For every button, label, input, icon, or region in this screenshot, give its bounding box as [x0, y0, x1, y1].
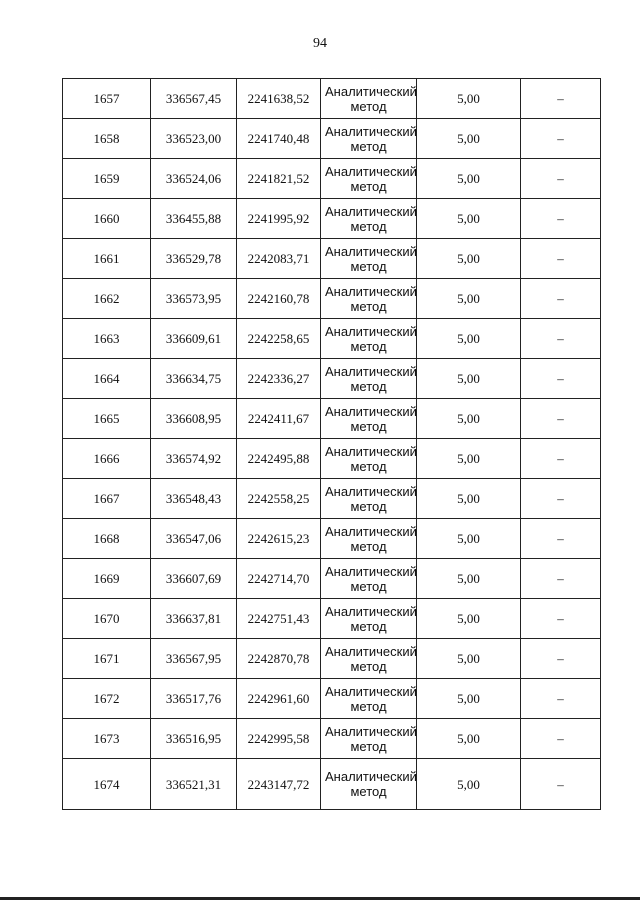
table-row	[63, 279, 601, 319]
x-coordinate-cell: 336574,92	[151, 439, 237, 479]
method-line-1: Аналитический	[325, 283, 417, 299]
table-row	[63, 439, 601, 479]
method-line-2: метод	[350, 338, 387, 354]
method-line-2: метод	[350, 578, 387, 594]
method-line-2: метод	[350, 784, 387, 799]
point-number-cell: 1665	[63, 399, 151, 439]
accuracy-cell: 5,00	[417, 79, 521, 119]
dash-cell: –	[521, 759, 601, 810]
method-line-1: Аналитический	[325, 443, 417, 459]
point-number-cell: 1674	[63, 759, 151, 810]
accuracy-cell: 5,00	[417, 199, 521, 239]
point-number-cell: 1668	[63, 519, 151, 559]
method-line-2: метод	[350, 138, 387, 154]
method-line-1: Аналитический	[325, 363, 417, 379]
method-line-1: Аналитический	[325, 643, 417, 659]
y-coordinate-cell: 2242558,25	[237, 479, 321, 519]
method-line-2: метод	[350, 538, 387, 554]
table-row	[63, 679, 601, 719]
method-line-1: Аналитический	[325, 523, 417, 539]
accuracy-cell: 5,00	[417, 279, 521, 319]
point-number-cell: 1658	[63, 119, 151, 159]
accuracy-cell: 5,00	[417, 399, 521, 439]
x-coordinate-cell: 336517,76	[151, 679, 237, 719]
dash-cell: –	[521, 519, 601, 559]
y-coordinate-cell: 2241740,48	[237, 119, 321, 159]
method-line-2: метод	[350, 258, 387, 274]
method-line-1: Аналитический	[325, 203, 417, 219]
method-line-2: метод	[350, 498, 387, 514]
y-coordinate-cell: 2243147,72	[237, 759, 321, 810]
y-coordinate-cell: 2242870,78	[237, 639, 321, 679]
coordinates-table-body	[63, 79, 601, 810]
y-coordinate-cell: 2242995,58	[237, 719, 321, 759]
point-number-cell: 1666	[63, 439, 151, 479]
method-line-1: Аналитический	[325, 83, 417, 99]
method-line-1: Аналитический	[325, 243, 417, 259]
method-cell	[321, 79, 417, 119]
method-line-2: метод	[350, 218, 387, 234]
table-row	[63, 319, 601, 359]
accuracy-cell: 5,00	[417, 519, 521, 559]
x-coordinate-cell: 336637,81	[151, 599, 237, 639]
point-number-cell: 1657	[63, 79, 151, 119]
method-cell	[321, 319, 417, 359]
x-coordinate-cell: 336607,69	[151, 559, 237, 599]
method-cell	[321, 719, 417, 759]
table-row	[63, 159, 601, 199]
x-coordinate-cell: 336523,00	[151, 119, 237, 159]
dash-cell: –	[521, 639, 601, 679]
method-line-1: Аналитический	[325, 123, 417, 139]
method-line-2: метод	[350, 178, 387, 194]
point-number-cell: 1662	[63, 279, 151, 319]
dash-cell: –	[521, 199, 601, 239]
accuracy-cell: 5,00	[417, 119, 521, 159]
accuracy-cell: 5,00	[417, 679, 521, 719]
table-row	[63, 119, 601, 159]
method-cell	[321, 599, 417, 639]
accuracy-cell: 5,00	[417, 239, 521, 279]
table-row	[63, 599, 601, 639]
dash-cell: –	[521, 719, 601, 759]
accuracy-cell: 5,00	[417, 359, 521, 399]
dash-cell: –	[521, 559, 601, 599]
method-cell	[321, 679, 417, 719]
method-line-2: метод	[350, 458, 387, 474]
x-coordinate-cell: 336547,06	[151, 519, 237, 559]
method-line-2: метод	[350, 98, 387, 114]
accuracy-cell: 5,00	[417, 559, 521, 599]
method-cell	[321, 519, 417, 559]
page-number: 94	[313, 36, 327, 51]
x-coordinate-cell: 336455,88	[151, 199, 237, 239]
method-cell	[321, 559, 417, 599]
method-line-2: метод	[350, 378, 387, 394]
y-coordinate-cell: 2242714,70	[237, 559, 321, 599]
point-number-cell: 1667	[63, 479, 151, 519]
dash-cell: –	[521, 599, 601, 639]
method-cell	[321, 759, 417, 810]
accuracy-cell: 5,00	[417, 759, 521, 810]
accuracy-cell: 5,00	[417, 159, 521, 199]
table-row	[63, 759, 601, 810]
method-line-2: метод	[350, 658, 387, 674]
accuracy-cell: 5,00	[417, 599, 521, 639]
x-coordinate-cell: 336567,95	[151, 639, 237, 679]
dash-cell: –	[521, 679, 601, 719]
method-cell	[321, 439, 417, 479]
method-cell	[321, 359, 417, 399]
dash-cell: –	[521, 319, 601, 359]
method-line-1: Аналитический	[325, 723, 417, 739]
dash-cell: –	[521, 479, 601, 519]
dash-cell: –	[521, 359, 601, 399]
method-cell	[321, 639, 417, 679]
method-line-1: Аналитический	[325, 163, 417, 179]
x-coordinate-cell: 336516,95	[151, 719, 237, 759]
table-row	[63, 479, 601, 519]
table-row	[63, 79, 601, 119]
table-row	[63, 199, 601, 239]
point-number-cell: 1663	[63, 319, 151, 359]
x-coordinate-cell: 336524,06	[151, 159, 237, 199]
dash-cell: –	[521, 399, 601, 439]
y-coordinate-cell: 2242615,23	[237, 519, 321, 559]
method-cell	[321, 279, 417, 319]
table-row	[63, 399, 601, 439]
y-coordinate-cell: 2241995,92	[237, 199, 321, 239]
table-row	[63, 639, 601, 679]
coordinates-table	[62, 78, 601, 810]
method-line-1: Аналитический	[325, 683, 417, 699]
y-coordinate-cell: 2242961,60	[237, 679, 321, 719]
method-cell	[321, 479, 417, 519]
method-cell	[321, 119, 417, 159]
dash-cell: –	[521, 279, 601, 319]
y-coordinate-cell: 2242258,65	[237, 319, 321, 359]
method-line-2: метод	[350, 618, 387, 634]
point-number-cell: 1661	[63, 239, 151, 279]
accuracy-cell: 5,00	[417, 319, 521, 359]
x-coordinate-cell: 336573,95	[151, 279, 237, 319]
y-coordinate-cell: 2242083,71	[237, 239, 321, 279]
accuracy-cell: 5,00	[417, 479, 521, 519]
x-coordinate-cell: 336529,78	[151, 239, 237, 279]
method-line-1: Аналитический	[325, 483, 417, 499]
dash-cell: –	[521, 159, 601, 199]
y-coordinate-cell: 2242160,78	[237, 279, 321, 319]
method-line-1: Аналитический	[325, 323, 417, 339]
point-number-cell: 1671	[63, 639, 151, 679]
point-number-cell: 1664	[63, 359, 151, 399]
method-line-2: метод	[350, 738, 387, 754]
table-row	[63, 559, 601, 599]
x-coordinate-cell: 336567,45	[151, 79, 237, 119]
accuracy-cell: 5,00	[417, 639, 521, 679]
method-line-2: метод	[350, 298, 387, 314]
accuracy-cell: 5,00	[417, 439, 521, 479]
table-row	[63, 359, 601, 399]
y-coordinate-cell: 2242411,67	[237, 399, 321, 439]
point-number-cell: 1669	[63, 559, 151, 599]
point-number-cell: 1670	[63, 599, 151, 639]
dash-cell: –	[521, 79, 601, 119]
point-number-cell: 1660	[63, 199, 151, 239]
dash-cell: –	[521, 119, 601, 159]
accuracy-cell: 5,00	[417, 719, 521, 759]
y-coordinate-cell: 2241821,52	[237, 159, 321, 199]
method-line-1: Аналитический	[325, 403, 417, 419]
dash-cell: –	[521, 439, 601, 479]
method-line-1: Аналитический	[325, 769, 417, 784]
table-row	[63, 519, 601, 559]
bottom-edge-line	[0, 897, 640, 900]
y-coordinate-cell: 2242336,27	[237, 359, 321, 399]
x-coordinate-cell: 336608,95	[151, 399, 237, 439]
dash-cell: –	[521, 239, 601, 279]
method-line-2: метод	[350, 698, 387, 714]
method-line-2: метод	[350, 418, 387, 434]
table-row	[63, 719, 601, 759]
method-cell	[321, 239, 417, 279]
point-number-cell: 1672	[63, 679, 151, 719]
x-coordinate-cell: 336521,31	[151, 759, 237, 810]
x-coordinate-cell: 336548,43	[151, 479, 237, 519]
method-line-1: Аналитический	[325, 563, 417, 579]
y-coordinate-cell: 2241638,52	[237, 79, 321, 119]
point-number-cell: 1673	[63, 719, 151, 759]
method-line-1: Аналитический	[325, 603, 417, 619]
method-cell	[321, 199, 417, 239]
x-coordinate-cell: 336634,75	[151, 359, 237, 399]
method-cell	[321, 399, 417, 439]
point-number-cell: 1659	[63, 159, 151, 199]
table-row	[63, 239, 601, 279]
y-coordinate-cell: 2242751,43	[237, 599, 321, 639]
method-cell	[321, 159, 417, 199]
y-coordinate-cell: 2242495,88	[237, 439, 321, 479]
x-coordinate-cell: 336609,61	[151, 319, 237, 359]
